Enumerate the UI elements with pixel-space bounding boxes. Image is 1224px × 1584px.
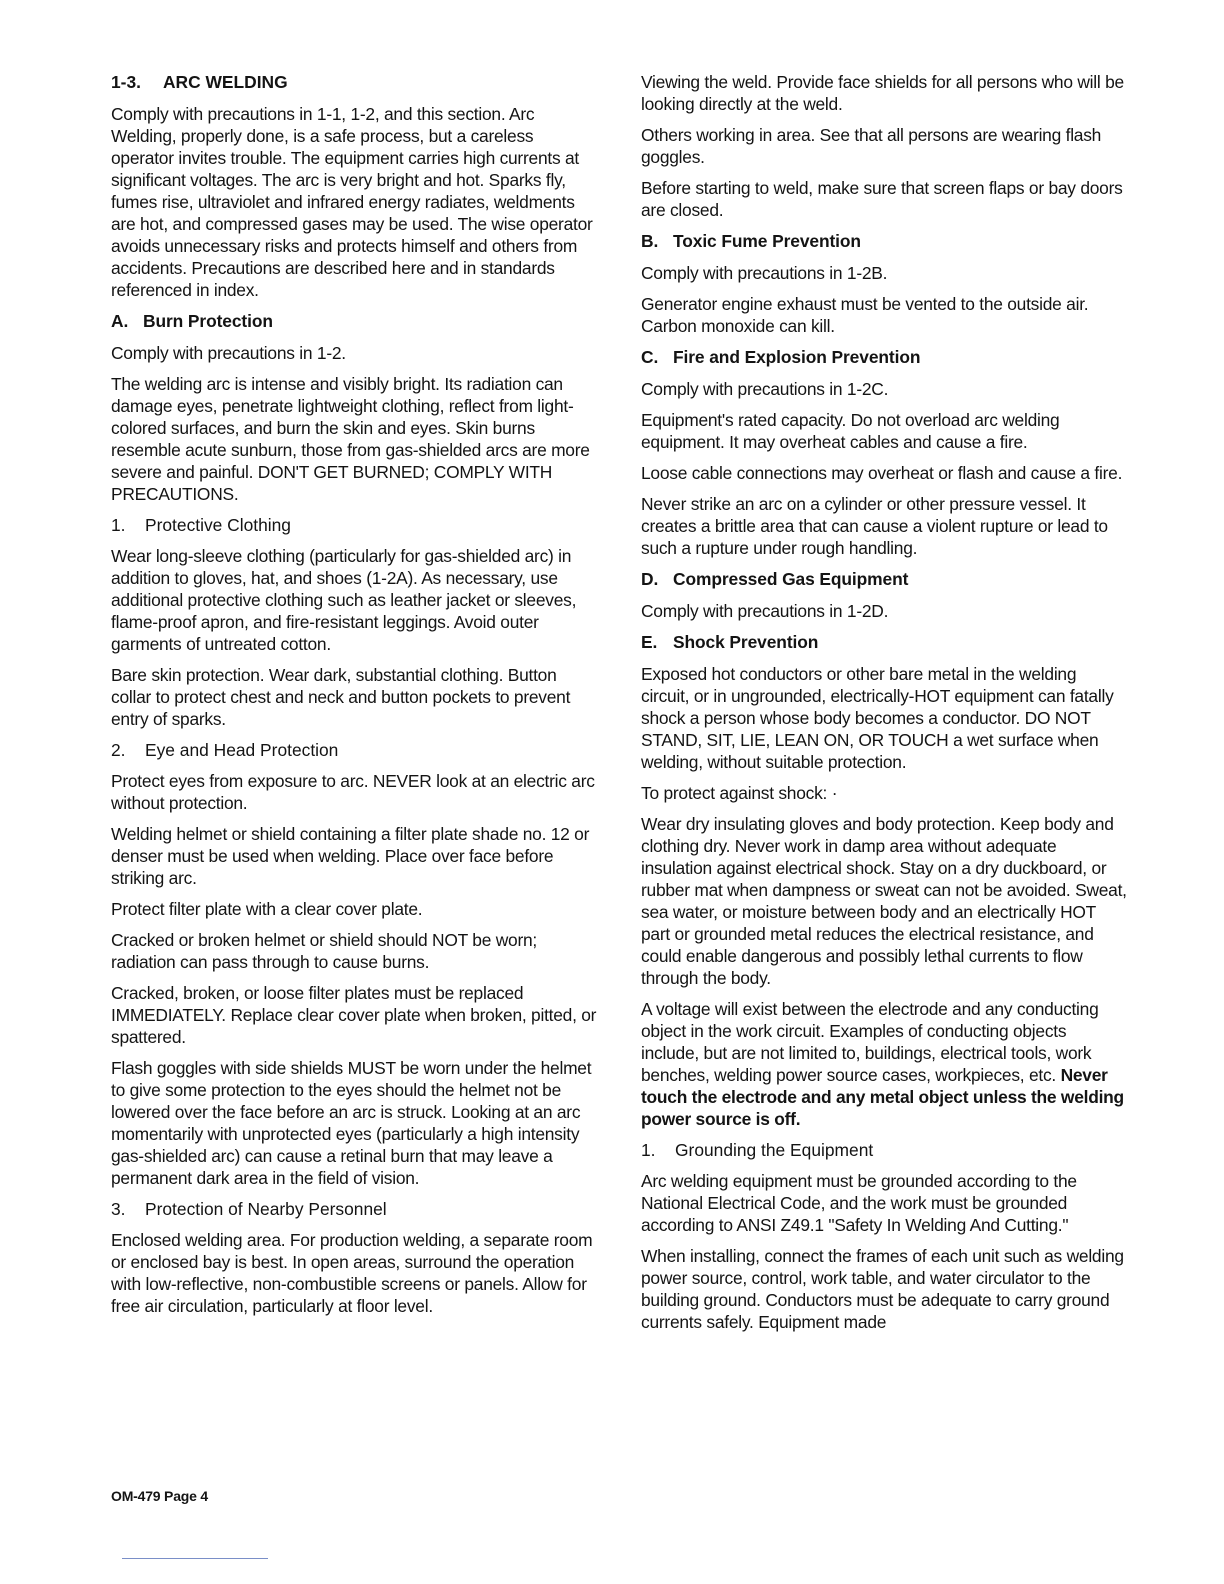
subheading-grounding-equipment	[641, 1139, 1127, 1161]
heading-label: C.	[641, 347, 659, 367]
heading-text: Fire and Explosion Prevention	[673, 347, 921, 367]
heading-text: Compressed Gas Equipment	[673, 569, 909, 589]
heading-text: Shock Prevention	[673, 632, 819, 652]
paragraph: Comply with precautions in 1-2.	[111, 343, 346, 363]
paragraph: Comply with precautions in 1-2B.	[641, 263, 888, 283]
subheading-number: 3.	[111, 1199, 126, 1219]
subheading-protective-clothing	[111, 514, 599, 536]
warning-bold-text: Never touch the electrode and any metal object unless the welding power source is off.	[641, 1065, 1124, 1129]
heading-text: Burn Protection	[143, 311, 273, 331]
paragraph: The welding arc is intense and visibly bright. Its radiation can damage eyes, penetrate lightweight clothing, reflect from light-colored surfaces, and burn the skin and eyes. Skin burns resemble acute sunburn, those from gas-shielded arcs are more severe and painful. DON'T GET BURNED; COMPLY WITH PRECAUTIONS.	[111, 374, 590, 504]
paragraph: Arc welding equipment must be grounded according to the National Electrical Code, and the work must be grounded according to ANSI Z49.1 "Safety In Welding And Cutting."	[641, 1171, 1077, 1235]
subheading-nearby-personnel	[111, 1198, 599, 1220]
paragraph: Before starting to weld, make sure that screen flaps or bay doors are closed.	[641, 178, 1123, 220]
paragraph: Protect eyes from exposure to arc. NEVER look at an electric arc without protection.	[111, 771, 595, 813]
intro-paragraph: Comply with precautions in 1-1, 1-2, and this section. Arc Welding, properly done, is a safe process, but a careless operator invites trouble. The equipment carries high currents at significant voltages. The arc is very bright and hot. Sparks fly, fumes rise, ultraviolet and infrared energy radiates, weldments are hot, and compressed gases may be used. The wise operator avoids unnecessary risks and protects himself and others from accidents. Precautions are described here and in standards referenced in index.	[111, 104, 593, 300]
left-column	[111, 71, 599, 1326]
paragraph: Cracked, broken, or loose filter plates must be replaced IMMEDIATELY. Replace clear cover plate when broken, pitted, or spattered.	[111, 983, 597, 1047]
paragraph: Wear dry insulating gloves and body protection. Keep body and clothing dry. Never work in damp area without adequate insulation against electrical shock. Stay on a dry duckboard, or rubber mat when dampness or sweat can not be avoided. Sweat, sea water, or moisture between body and an electrically HOT part or grounded metal reduces the electrical resistance, and could enable dangerous and possibly lethal currents to flow through the body.	[641, 814, 1127, 988]
paragraph: Enclosed welding area. For production welding, a separate room or enclosed bay is best. In open areas, surround the operation with low-reflective, non-combustible screens or panels. Allow for free air circulation, particularly at floor level.	[111, 1230, 593, 1316]
paragraph: Others working in area. See that all persons are wearing flash goggles.	[641, 125, 1102, 167]
heading-toxic-fume-prevention	[641, 230, 1127, 252]
paragraph: Comply with precautions in 1-2D.	[641, 601, 889, 621]
heading-burn-protection	[111, 310, 599, 332]
subheading-number: 2.	[111, 740, 126, 760]
heading-compressed-gas-equipment	[641, 568, 1127, 590]
paragraph: Generator engine exhaust must be vented to the outside air. Carbon monoxide can kill.	[641, 294, 1089, 336]
subheading-text: Protection of Nearby Personnel	[145, 1199, 387, 1219]
heading-label: E.	[641, 632, 658, 652]
heading-fire-explosion-prevention	[641, 346, 1127, 368]
heading-text: Toxic Fume Prevention	[673, 231, 861, 251]
heading-shock-prevention	[641, 631, 1127, 653]
section-number: 1-3.	[111, 72, 141, 92]
paragraph	[641, 998, 1127, 1130]
paragraph: Never strike an arc on a cylinder or other pressure vessel. It creates a brittle area that can cause a violent rupture or lead to such a rupture under rough handling.	[641, 494, 1108, 558]
paragraph: Protect filter plate with a clear cover plate.	[111, 899, 423, 919]
subheading-eye-head-protection	[111, 739, 599, 761]
paragraph: To protect against shock: ·	[641, 783, 838, 803]
paragraph: Exposed hot conductors or other bare metal in the welding circuit, or in ungrounded, electrically-HOT equipment can fatally shock a person whose body becomes a conductor. DO NOT STAND, SIT, LIE, LEAN ON, OR TOUCH a wet surface when welding, without suitable protection.	[641, 664, 1114, 772]
subheading-number: 1.	[111, 515, 126, 535]
paragraph: Flash goggles with side shields MUST be worn under the helmet to give some protection to the eyes should the helmet not be lowered over the face before an arc is struck. Looking at an arc momentarily with unprotected eyes (particularly a high intensity gas-shielded arc) can cause a retinal burn that may leave a permanent dark area in the field of vision.	[111, 1058, 592, 1188]
subheading-text: Protective Clothing	[145, 515, 291, 535]
heading-label: A.	[111, 311, 129, 331]
paragraph: Welding helmet or shield containing a filter plate shade no. 12 or denser must be used when welding. Place over face before striking arc.	[111, 824, 590, 888]
subheading-number: 1.	[641, 1140, 656, 1160]
heading-label: B.	[641, 231, 659, 251]
paragraph: When installing, connect the frames of each unit such as welding power source, control, work table, and water circulator to the building ground. Conductors must be adequate to carry ground currents safely. Equipment made	[641, 1246, 1124, 1332]
section-heading	[111, 71, 599, 93]
paragraph: Viewing the weld. Provide face shields for all persons who will be looking directly at the weld.	[641, 72, 1124, 114]
right-column	[641, 71, 1127, 1342]
subheading-text: Grounding the Equipment	[675, 1140, 874, 1160]
paragraph: Comply with precautions in 1-2C.	[641, 379, 889, 399]
paragraph-text: A voltage will exist between the electrode and any conducting object in the work circuit. Examples of conducting objects include, but are not limited to, buildings, electrical tools, work benches, welding power source cases, workpieces, etc.	[641, 999, 1099, 1085]
paragraph: Bare skin protection. Wear dark, substantial clothing. Button collar to protect chest and neck and button pockets to prevent entry of sparks.	[111, 665, 571, 729]
footer-rule	[122, 1558, 268, 1559]
page-footer: OM-479 Page 4	[111, 1488, 208, 1504]
subheading-text: Eye and Head Protection	[145, 740, 339, 760]
section-title: ARC WELDING	[163, 72, 288, 92]
paragraph: Cracked or broken helmet or shield should NOT be worn; radiation can pass through to cause burns.	[111, 930, 537, 972]
paragraph: Equipment's rated capacity. Do not overload arc welding equipment. It may overheat cables and cause a fire.	[641, 410, 1060, 452]
paragraph: Wear long-sleeve clothing (particularly for gas-shielded arc) in addition to gloves, hat, and shoes (1-2A). As necessary, use additional protective clothing such as leather jacket or sleeves, flame-proof apron, and fire-resistant leggings. Avoid outer garments of untreated cotton.	[111, 546, 577, 654]
heading-label: D.	[641, 569, 659, 589]
paragraph: Loose cable connections may overheat or flash and cause a fire.	[641, 463, 1123, 483]
